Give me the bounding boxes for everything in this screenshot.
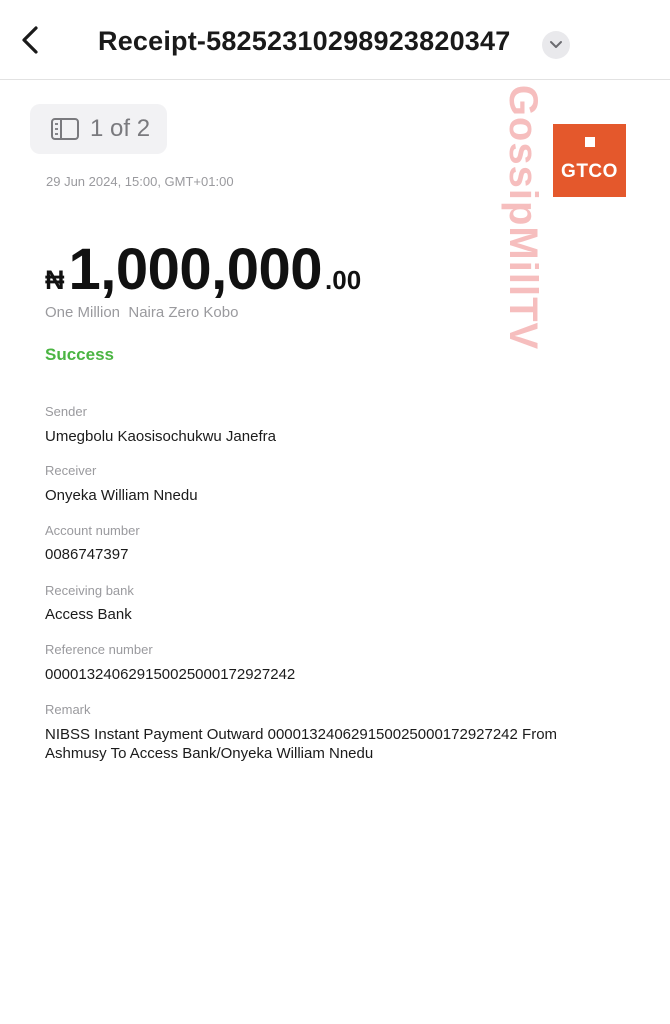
logo-square-mark bbox=[585, 137, 595, 147]
account-number-label: Account number bbox=[45, 523, 140, 538]
page-indicator: 1 of 2 bbox=[90, 115, 151, 142]
amount-value: 1,000,000 bbox=[68, 237, 323, 302]
top-bar bbox=[0, 0, 670, 80]
page-title: Receipt-58252310298923820347 bbox=[98, 26, 511, 56]
amount-in-words: One Million Naira Zero Kobo bbox=[45, 304, 239, 321]
back-arrow-icon bbox=[19, 25, 41, 55]
sender-value: Umegbolu Kaosisochukwu Janefra bbox=[45, 428, 276, 445]
back-button[interactable] bbox=[12, 22, 48, 58]
receiving-bank-value: Access Bank bbox=[45, 606, 132, 623]
sender-label: Sender bbox=[45, 404, 87, 419]
page-selector[interactable] bbox=[30, 104, 167, 154]
status-badge: Success bbox=[45, 345, 114, 364]
amount-decimal: .00 bbox=[325, 265, 362, 295]
remark-value: NIBSS Instant Payment Outward 000013240629150025000172927242 From Ashmusy To Access Bank/Onyeka William Nnedu bbox=[45, 726, 558, 762]
bank-logo bbox=[553, 124, 626, 197]
remark-label: Remark bbox=[45, 702, 91, 717]
reference-number-value: 000013240629150025000172927242 bbox=[45, 666, 296, 683]
amount bbox=[45, 236, 361, 303]
document-pages-icon bbox=[50, 117, 80, 141]
chevron-down-icon bbox=[549, 40, 563, 50]
reference-number-label: Reference number bbox=[45, 642, 153, 657]
watermark: GossipMillTV bbox=[501, 84, 546, 351]
receiver-value: Onyeka William Nnedu bbox=[45, 487, 198, 504]
receipt-dropdown-button[interactable] bbox=[542, 31, 570, 59]
receiver-label: Receiver bbox=[45, 463, 97, 478]
account-number-value: 0086747397 bbox=[45, 546, 129, 563]
transaction-date: 29 Jun 2024, 15:00, GMT+01:00 bbox=[46, 174, 234, 189]
receiving-bank-label: Receiving bank bbox=[45, 583, 134, 598]
logo-text: GTCO bbox=[561, 161, 618, 182]
currency-symbol: ₦ bbox=[45, 265, 65, 295]
